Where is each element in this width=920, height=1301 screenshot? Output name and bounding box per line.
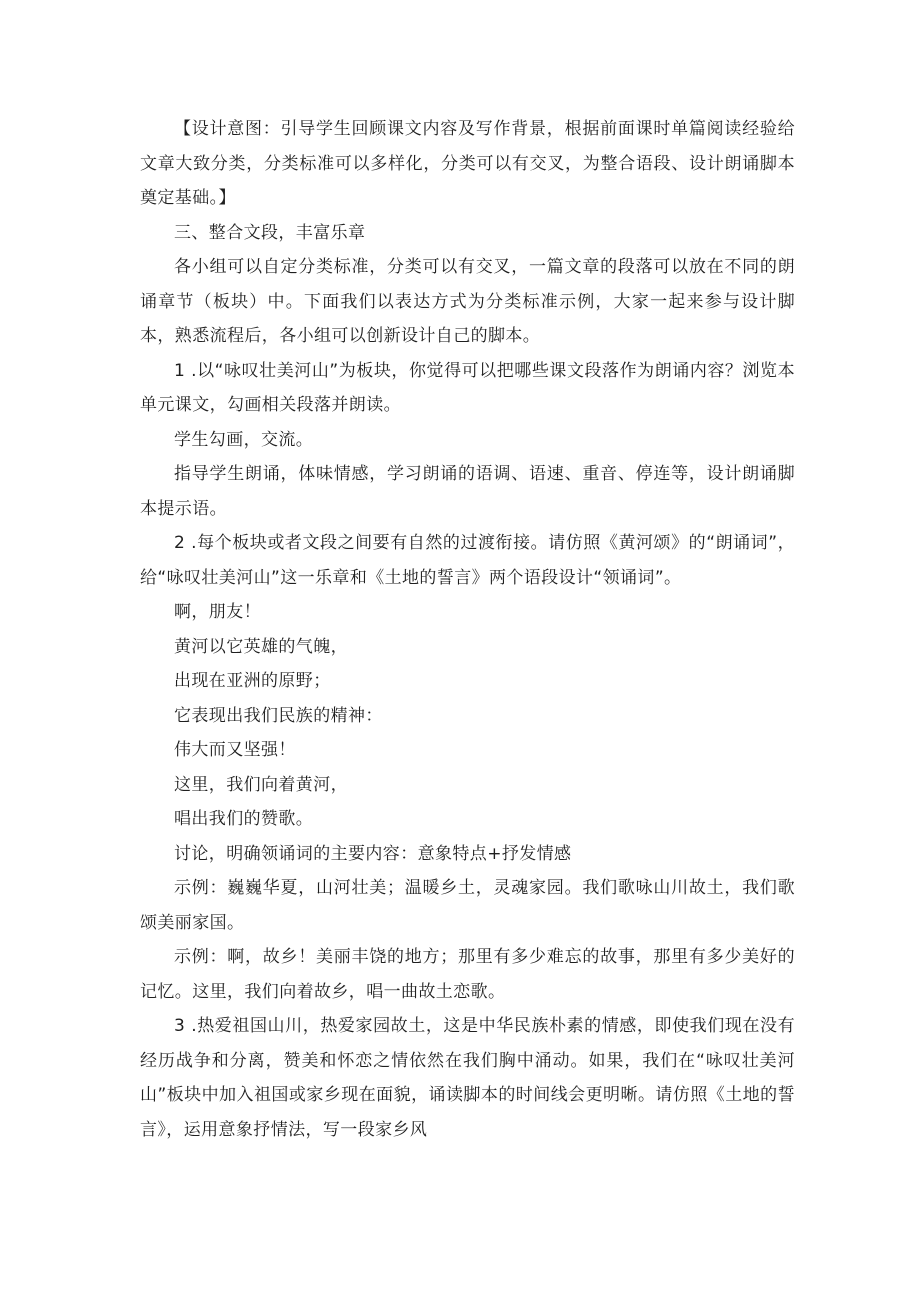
task-1-paragraph: 1 .以“咏叹壮美河山”为板块，你觉得可以把哪些课文段落作为朗诵内容？浏览本单元课文，勾画相关段落并朗读。: [140, 360, 795, 415]
poem-line: 它表现出我们民族的精神：: [174, 705, 383, 726]
document-body: [140, 112, 795, 1147]
body-paragraph: 各小组可以自定分类标准，分类可以有交叉，一篇文章的段落可以放在不同的朗诵章节（板块）中。下面我们以表达方式为分类标准示例，大家一起来参与设计脚本，熟悉流程后，各小组可以创新设计自己的脚本。: [140, 257, 795, 346]
body-paragraph: 学生勾画，交流。: [174, 429, 314, 450]
task-3-paragraph: 3 .热爱祖国山川，热爱家园故土，这是中华民族朴素的情感，即使我们现在没有经历战争和分离，赞美和怀恋之情依然在我们胸中涌动。如果，我们在“咏叹壮美河山”板块中加入祖国或家乡现在面貌，诵读脚本的时间线会更明晰。请仿照《土地的誓言》，运用意象抒情法，写一段家乡风: [140, 1016, 795, 1140]
poem-line: 唱出我们的赞歌。: [174, 809, 314, 829]
example-paragraph: 示例：啊，故乡！美丽丰饶的地方；那里有多少难忘的故事，那里有多少美好的记忆。这里，我们向着故乡，唱一曲故土恋歌。: [140, 947, 795, 1002]
design-intent-paragraph: 【设计意图：引导学生回顾课文内容及写作背景，根据前面课时单篇阅读经验给文章大致分类，分类标准可以多样化，分类可以有交叉，为整合语段、设计朗诵脚本奠定基础。】: [140, 119, 795, 208]
section-heading: 三、整合文段，丰富乐章: [174, 222, 366, 243]
body-paragraph: 指导学生朗诵，体味情感，学习朗诵的语调、语速、重音、停连等，设计朗诵脚本提示语。: [140, 464, 795, 519]
poem-line: 黄河以它英雄的气魄，: [174, 636, 348, 657]
poem-line: 出现在亚洲的原野；: [174, 671, 331, 691]
task-2-paragraph: 2 .每个板块或者文段之间要有自然的过渡衔接。请仿照《黄河颂》的“朗诵词”，给“咏叹壮美河山”这一乐章和《土地的誓言》两个语段设计“领诵词”。: [140, 533, 795, 588]
body-paragraph: 讨论，明确领诵词的主要内容：意象特点+抒发情感: [174, 843, 572, 864]
example-paragraph: 示例：巍巍华夏，山河壮美；温暖乡土，灵魂家园。我们歌咏山川故土，我们歌颂美丽家国。: [140, 878, 795, 933]
poem-line: 伟大而又坚强！: [174, 740, 296, 760]
poem-line: 啊，朋友！: [174, 602, 261, 622]
poem-line: 这里，我们向着黄河，: [174, 774, 348, 795]
